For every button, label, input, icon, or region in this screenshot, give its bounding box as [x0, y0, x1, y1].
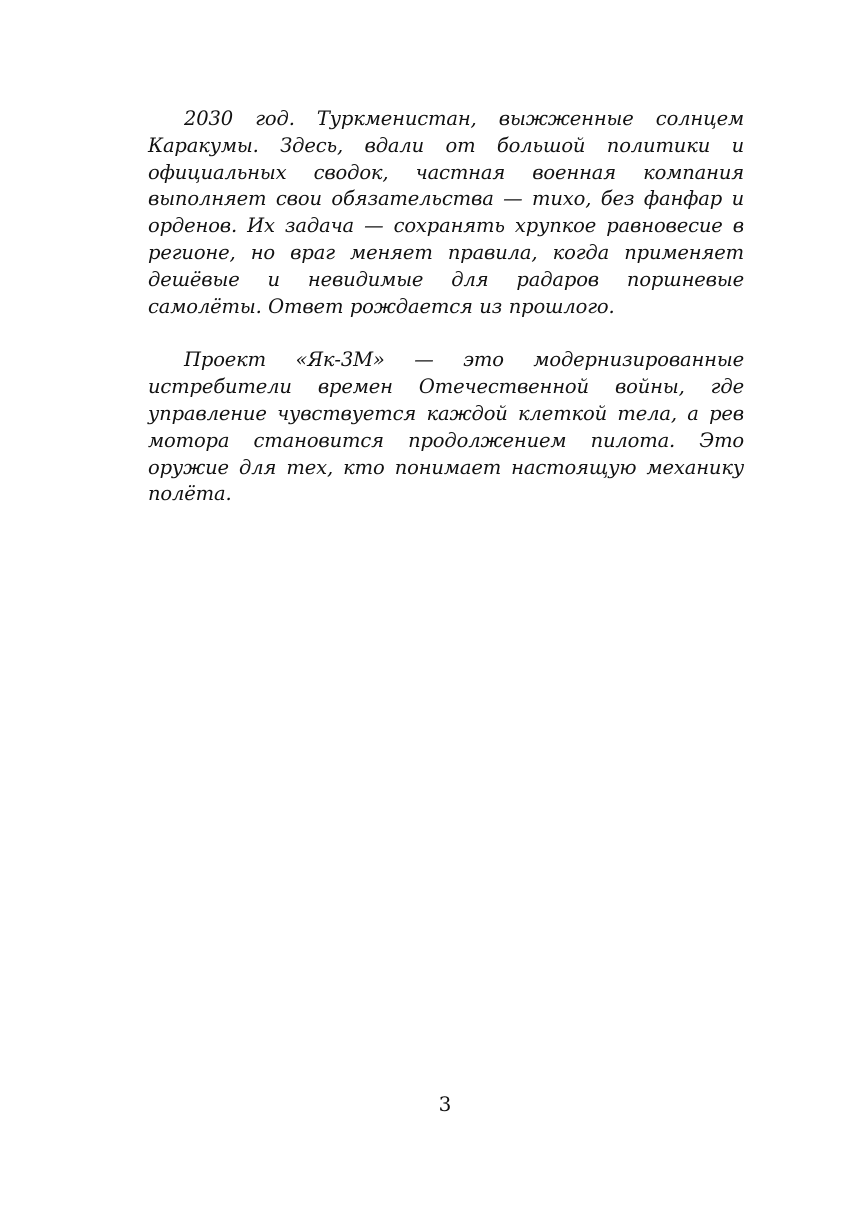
paragraph-project: Проект «Як-3М» — это модернизированные истребители времен Отечественной войны, где управление чувствуется каждой клеткой тела, а рев мотора становится продолжением пилота. Это оружие для тех, кто понимает настоящую механику полёта.	[148, 348, 744, 506]
paragraph-intro: 2030 год. Туркменистан, выжженные солнцем Каракумы. Здесь, вдали от большой политики и официальных сводок, частная военная компания выполняет свои обязательства — тихо, без фанфар и орденов. Их задача — сохранять хрупкое равновесие в регионе, но враг меняет правила, когда применяет дешёвые и невидимые для радаров поршневые самолёты. Ответ рождается из прошлого.	[148, 107, 744, 318]
body-text	[148, 106, 744, 508]
page-number: 3	[438, 1092, 452, 1116]
